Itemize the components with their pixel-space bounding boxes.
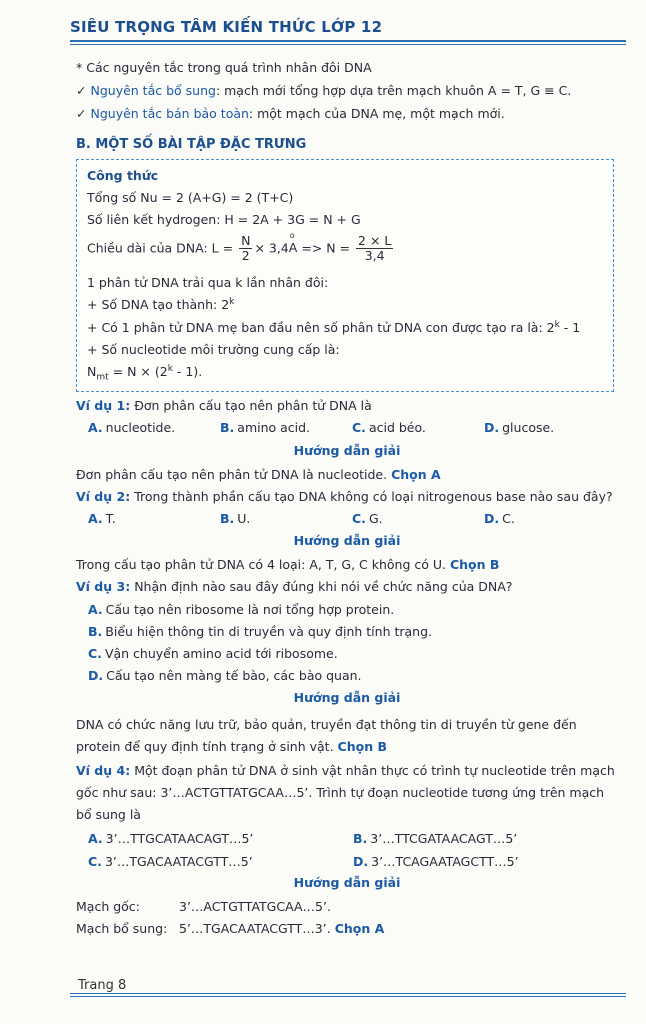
option-c: C. 3’…TGACAATACGTT…5’ — [88, 854, 253, 870]
intro-heading: * Các nguyên tắc trong quá trình nhân đôi DNA — [76, 60, 372, 75]
example-4-options-row-2 — [76, 854, 618, 869]
option-a: A. T. — [88, 511, 116, 527]
example-2-question: Ví dụ 2: Trong thành phần cấu tạo DNA không có loại nitrogenous base nào sau đây? — [76, 489, 613, 505]
running-header: SIÊU TRỌNG TÂM KIẾN THỨC LỚP 12 — [70, 18, 383, 36]
example-1-question: Ví dụ 1: Đơn phân cấu tạo nên phân tử DNA là — [76, 398, 372, 414]
option-d: D. 3’…TCAGAATAGCTT…5’ — [353, 854, 519, 870]
option-d: D. glucose. — [484, 420, 555, 436]
formula-line-2: Số liên kết hydrogen: H = 2A + 3G = N + G — [87, 211, 361, 227]
example-4-complementary-strand: Mạch bổ sung: 5’…TGACAATACGTT…3’. Chọn A — [76, 921, 385, 937]
formula-line-7: + Số nucleotide môi trường cung cấp là: — [87, 341, 340, 357]
example-3-option-a: A. Cấu tạo nên ribosome là nơi tổng hợp protein. — [88, 602, 395, 618]
option-d: D. C. — [484, 511, 515, 527]
check-icon: ✓ — [76, 106, 87, 121]
option-c: C. acid béo. — [352, 420, 426, 436]
header-rule-thin — [70, 44, 626, 45]
example-3-option-b: B. Biểu hiện thông tin di truyền và quy định tính trạng. — [88, 624, 433, 640]
formula-line-1: Tổng số Nu = 2 (A+G) = 2 (T+C) — [87, 189, 294, 205]
option-a: A. nucleotide. — [88, 420, 176, 436]
example-3-question: Ví dụ 3: Nhận định nào sau đây đúng khi nói về chức năng của DNA? — [76, 579, 513, 595]
guide-title: Hướng dẫn giải — [293, 690, 401, 706]
formula-line-8: $N_{mt} = N \times (2^k - 1)$. — [87, 363, 203, 383]
option-a: A. 3’…TTGCATAACAGT…5’ — [88, 831, 254, 847]
example-2-answer: Trong cấu tạo phân tử DNA có 4 loại: A, T, G, C không có U. Chọn B — [76, 557, 500, 573]
example-1-answer: Đơn phân cấu tạo nên phân tử DNA là nucleotide. Chọn A — [76, 467, 441, 483]
footer-rule — [70, 993, 626, 994]
header-rule — [70, 40, 626, 42]
fraction-n-over-2: $\frac{N}{2}$ — [241, 232, 251, 263]
guide-title: Hướng dẫn giải — [293, 443, 401, 459]
option-b: B. 3’…TTCGATAACAGT…5’ — [353, 831, 518, 847]
section-title: B. MỘT SỐ BÀI TẬP ĐẶC TRƯNG — [76, 137, 307, 152]
option-b: B. U. — [220, 511, 251, 527]
example-2-options — [76, 511, 618, 526]
formula-line-6: + Có 1 phân tử DNA mẹ ban đầu nên số phân tử DNA con được tạo ra là: 2$^k$ - 1 — [87, 319, 581, 335]
example-3-option-d: D. Cấu tạo nên màng tế bào, các bào quan. — [88, 668, 362, 684]
formula-line-3: Chiều dài của DNA: L = $\frac{N}{2}$ × 3,4o A => N = $\frac{2 \times L}{3,4}$ — [87, 234, 603, 264]
footer-rule-thin — [70, 996, 626, 997]
guide-title: Hướng dẫn giải — [293, 533, 401, 549]
formula-title: Công thức — [87, 167, 159, 183]
page-number: Trang 8 — [78, 978, 127, 993]
principle-complementary: ✓ Nguyên tắc bổ sung: mạch mới tổng hợp dựa trên mạch khuôn A = T, G ≡ C. — [76, 83, 572, 98]
angstrom-unit: o A — [289, 240, 298, 255]
example-4-options-row-1 — [76, 831, 618, 846]
example-1-options — [76, 420, 618, 435]
formula-box — [76, 159, 614, 393]
option-c: C. G. — [352, 511, 383, 527]
option-b: B. amino acid. — [220, 420, 311, 436]
page-content — [76, 60, 618, 936]
example-3-answer: DNA có chức năng lưu trữ, bảo quản, truyền đạt thông tin di truyền từ gene đến protein để quy định tính trạng ở sinh vật. Chọn B — [76, 717, 577, 754]
formula-line-5: + Số DNA tạo thành: 2$^k$ — [87, 297, 235, 313]
formula-line-4: 1 phân tử DNA trải qua k lần nhân đôi: — [87, 275, 329, 291]
example-4-question: Ví dụ 4: Một đoạn phân tử DNA ở sinh vật nhân thực có trình tự nucleotide trên mạch gốc như sau: 3’…ACTGTTATGCAA…5’. Trình tự đoạn nucleotide tương ứng trên mạch bổ sung là — [76, 762, 615, 822]
guide-title: Hướng dẫn giải — [293, 875, 401, 891]
fraction-2l-over-34: $\frac{2 \times L}{3,4}$ — [358, 232, 392, 263]
example-3-option-c: C. Vận chuyển amino acid tới ribosome. — [88, 646, 338, 662]
example-4-template-strand: Mạch gốc: 3’…ACTGTTATGCAA…5’. — [76, 899, 331, 915]
principle-semiconservative: ✓ Nguyên tắc bán bảo toàn: một mạch của DNA mẹ, một mạch mới. — [76, 106, 505, 121]
check-icon: ✓ — [76, 83, 87, 98]
